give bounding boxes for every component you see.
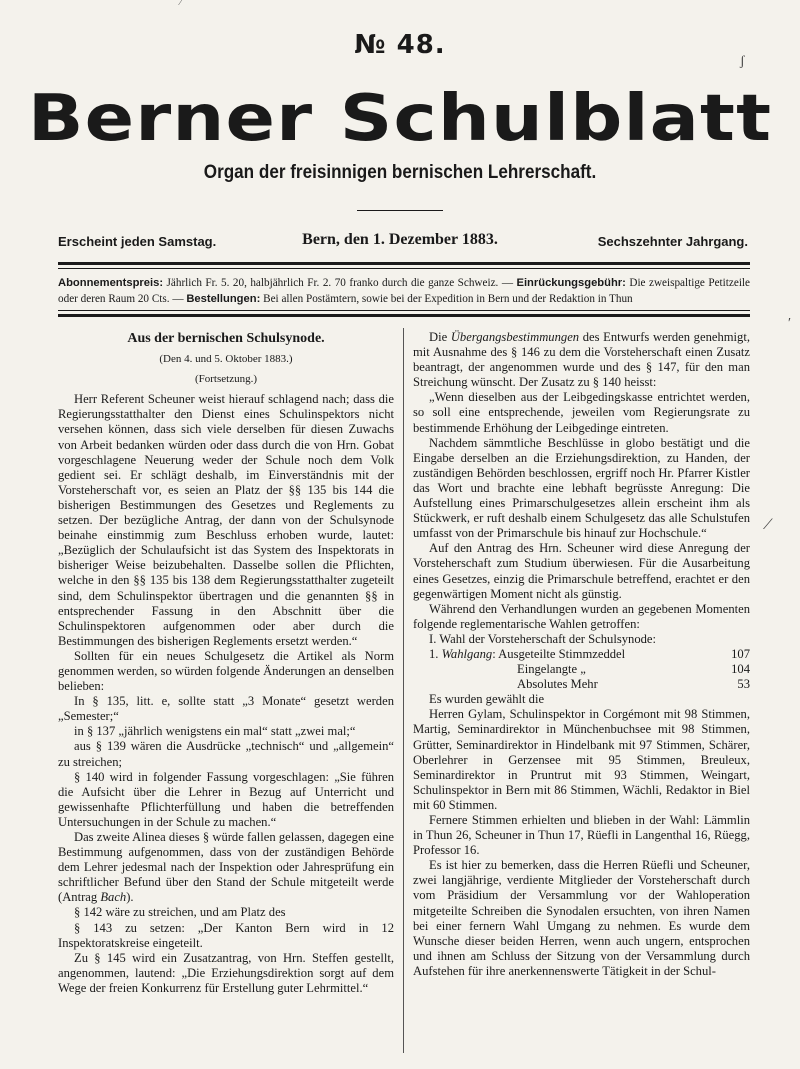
margin-mark: ⟋: [763, 518, 773, 533]
ballot-label: Absolutes Mehr: [517, 677, 598, 692]
ad-fee-label: Einrückungsgebühr:: [516, 277, 626, 289]
ballot-row: [429, 662, 750, 677]
paragraph: In § 135, litt. e, sollte statt „3 Monate“ gesetzt werden „Semester;“: [58, 694, 394, 724]
paragraph: Herren Gylam, Schulinspektor in Corgémont mit 98 Stimmen, Martig, Seminardirektor in Münchenbuchsee mit 98 Stimmen, Grütter, Seminardirektor in Hindelbank mit 97 Stimmen, Schärer, Oberlehrer in Gerzensee mit 95 Stimmen, Breuleux, Seminardirektor in Pruntrut mit 93 Stimmen, Weingart, Schulinspektor in Bern mit 86 Stimmen, Wächli, Redaktor in Biel mit 60 Stimmen.: [413, 707, 750, 812]
ad-fee-text: Die zweispaltige Petitzeile oder deren Raum 20 Cts. —: [58, 277, 750, 305]
margin-mark: ⁄: [180, 0, 182, 8]
ballot-label-text: : Ausgeteilte Stimmzeddel: [492, 646, 626, 661]
ballot-row: [429, 677, 750, 692]
ballot-label: Eingelangte „: [517, 662, 586, 677]
paragraph: Fernere Stimmen erhielten und blieben in der Wahl: Lämmlin in Thun 26, Scheuner in Thun 17, Rüefli in Langenthal 16, Rüegg, Professor 16.: [413, 813, 750, 858]
ballot-round: Wahlgang: [441, 646, 493, 661]
ballot-value: 53: [737, 677, 750, 692]
header-rule-bottom: [58, 310, 750, 311]
column-divider: [403, 328, 404, 1053]
volume-year: Sechszehnter Jahrgang.: [597, 234, 748, 249]
ballot-label: [429, 647, 710, 662]
paragraph: Herr Referent Scheuner weist hierauf schlagend nach; dass die Regierungsstatthalter den Dienst eines Schulinspektors nicht versehen können, dass sich viele derselben für diesen Zuwachs von Arbeit bedanken würden oder dass durch die von Hrn. Gobat vorgeschlagene Neuerung weder der Schule noch dem Volk gedient sei. Er schlägt deshalb, im Einverständnis mit der Vorsteherschaft vor, es seien an Platz der §§ 135 bis 144 die bisherigen Bestimmungen des Gesetzes und Reglements zu setzen. Der bezügliche Antrag, der dann von der Schulsynode beinahe einstimmig zum Beschluss erhoben wurde, lautet: „Bezüglich der Schulaufsicht ist das System des Inspektorats in bisheriger Weise beizubehalten. Dasselbe sollen die Pflichten, welche in den §§ 135 bis 138 dem Regierungsstatthalter zugeteilt sind, dem Schulinspektor übertragen und die genannten §§ in entsprechender Fassung in den Abschnitt über die Schulinspektoren aufgenommen oder aber durch die Bestimmungen des bisherigen Reglements ersetzt werden.“: [58, 392, 394, 648]
ballot-row: [429, 647, 750, 662]
paragraph: § 140 wird in folgender Fassung vorgeschlagen: „Sie führen die Aufsicht über die Lehrer in Bezug auf Unterricht und gewissenhafte Pflichterfüllung und haben die betreffenden Untersuchungen in der Schule zu machen.“: [58, 769, 394, 829]
paragraph: aus § 139 wären die Ausdrücke „technisch“ und „allgemein“ zu streichen;: [58, 739, 394, 769]
right-column: [413, 330, 750, 979]
ballot-value: 104: [731, 662, 750, 677]
article-dates: (Den 4. und 5. Oktober 1883.): [159, 353, 293, 366]
orders-label: Bestellungen:: [186, 293, 261, 305]
paragraph: § 142 wäre zu streichen, und am Platz des: [74, 905, 286, 920]
subscription-info: [58, 275, 750, 307]
margin-mark: ′: [788, 316, 792, 331]
paragraph-text: des Entwurfs werden genehmigt, mit Ausnahme des § 146 zu dem die Vorsteherschaft einen Zusatz beantragt, der angenommen wurde und des § 147, für den man Streichung wünscht. Der Zusatz zu § 140 heisst:: [413, 330, 750, 390]
paragraph: I. Wahl der Vorsteherschaft der Schulsynode:: [429, 631, 657, 646]
paragraph: in § 137 „jährlich wenigstens ein mal“ statt „zwei mal;“: [74, 724, 356, 739]
paragraph: Es wurden gewählt die: [429, 692, 545, 707]
paragraph: § 143 zu setzen: „Der Kanton Bern wird in 12 Inspektoratskreise eingeteilt.: [58, 920, 394, 950]
paragraph: Auf den Antrag des Hrn. Scheuner wird diese Anregung der Vorsteherschaft zum Studium überwiesen. Für die Ausarbeitung eines Gesetzes, einzig die Primarschule betreffend, erachtet er den gegenwärtigen Moment nicht als günstig.: [413, 541, 750, 601]
subscription-price-label: Abonnementspreis:: [58, 277, 164, 289]
masthead-subtitle: Organ der freisinnigen bernischen Lehrerschaft.: [203, 162, 597, 183]
header-rule-bottom-thick: [58, 314, 750, 317]
place-date: Bern, den 1. Dezember 1883.: [302, 231, 498, 248]
margin-mark: ʃ: [740, 54, 745, 69]
paragraph-text: ).: [126, 890, 134, 905]
paragraph: Es ist hier zu bemerken, dass die Herren Rüefli und Scheuner, zwei langjährige, verdiente Mitglieder der Vorsteherschaft durch vom Präsidium der Versammlung vor der Wahloperation mitgeteilte Schreiben die Synodalen ersuchten, von ihren Namen bei einer fernern Wahl Umgang zu nehmen. Es wurde dem Wunsche dieser beiden Herren, wenn auch ungern, entsprochen und ihnen am Schluss der Sitzung von der Versammlung durch Aufstehen für ihre anerkennenswerte Tätigkeit in der Schul-: [413, 858, 750, 978]
paragraph-text: Die: [429, 330, 451, 344]
subscription-price-text: Jährlich Fr. 5. 20, halbjährlich Fr. 2. 70 franko durch die ganze Schweiz. —: [163, 277, 517, 289]
publication-frequency: Erscheint jeden Samstag.: [58, 234, 217, 249]
header-rule-top: [58, 262, 750, 265]
issue-number: № 48.: [354, 30, 446, 60]
paragraph: Nachdem sämmtliche Beschlüsse in globo bestätigt und die Eingabe derselben an die Erziehungsdirektion, zu Handen, der zuständigen Behörden beschlossen, ergriff noch Hr. Pfarrer Kistler das Wort und brachte eine lebhaft begrüsste Anregung: Die Aufstellung eines Primarschulgesetzes allein erscheint ihm als Stückwerk, er ruft deshalb einem Schulgesetz das alle Schulstufen umfasst von der Primarschule bis hinauf zur Hochschule.“: [413, 435, 750, 541]
ballot-prefix: 1.: [429, 646, 442, 661]
short-divider: [357, 210, 443, 211]
masthead-title: Berner Schulblatt: [27, 82, 773, 156]
paragraph-text: Das zweite Alinea dieses § würde fallen gelassen, dagegen eine Bestimmung aufgenommen, dass von der zuständigen Behörde dem Lehrer jedesmal nach der Inspektion oder Jahresprüfung ein schriftlicher Befund über den Stand der Schule mitgeteilt werde (Antrag: [58, 830, 394, 905]
emphasis: Übergangsbestimmungen: [450, 330, 580, 344]
orders-text: Bei allen Postämtern, sowie bei der Expedition in Bern und der Redaktion in Thun: [260, 293, 633, 305]
header-rule-top-thin: [58, 268, 750, 269]
paragraph: Zu § 145 wird ein Zusatzantrag, von Hrn. Steffen gestellt, angenommen, lautend: „Die Erziehungsdirektion sorgt auf dem Wege der freien Konkurrenz für Erstellung guter Lehrmittel.“: [58, 950, 394, 995]
paragraph: [413, 330, 750, 390]
paragraph: Sollten für ein neues Schulgesetz die Artikel als Norm genommen werden, so würden folgende Änderungen an denselben belieben:: [58, 648, 394, 694]
paragraph: [58, 830, 394, 905]
article-title: Aus der bernischen Schulsynode.: [127, 331, 325, 346]
left-column: [58, 328, 394, 996]
ballot-results: [413, 647, 750, 692]
person-name: Bach: [100, 890, 127, 905]
article-continued: (Fortsetzung.): [194, 373, 257, 386]
paragraph: Während den Verhandlungen wurden an gegebenen Momenten folgende reglementarische Wahlen getroffen:: [413, 601, 750, 631]
ballot-value: 107: [731, 646, 750, 661]
paragraph: „Wenn dieselben aus der Leibgedingskasse entrichtet werden, so soll eine entsprechende, jeweilen vom Regierungsrate zu bestimmende Erhöhung der Leibgedinge eintreten.: [413, 390, 750, 435]
